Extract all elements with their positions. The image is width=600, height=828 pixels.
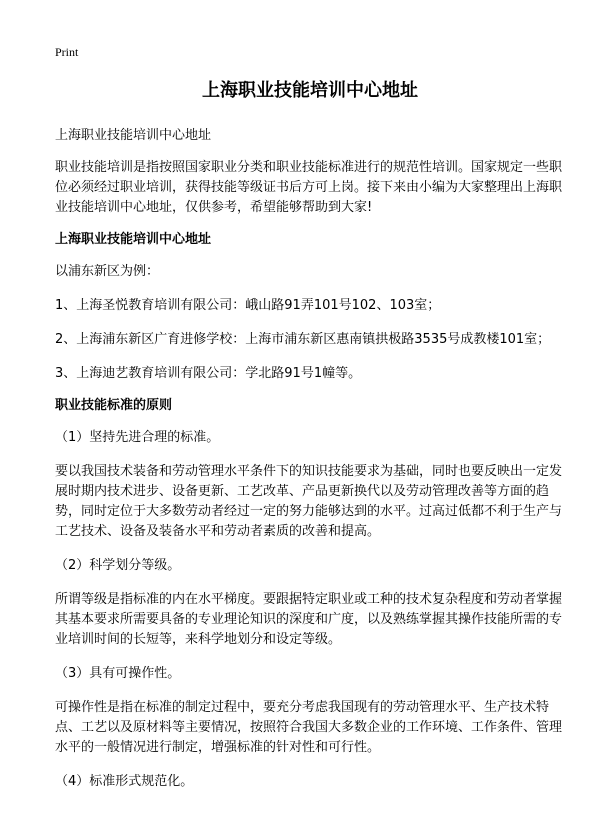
principle-label: （3）具有可操作性。 [55, 666, 181, 681]
principle-label: （1）坚持先进合理的标准。 [55, 430, 220, 445]
section-heading-address: 上海职业技能培训中心地址 [55, 232, 212, 247]
intro-paragraph: 职业技能培训是指按照国家职业分类和职业技能标准进行的规范性培训。国家规定一些职位必须经过职业培训，获得技能等级证书后方可上岗。接下来由小编为大家整理出上海职业技能培训中心地址，仅供参考，希望能够帮助到大家! [55, 160, 563, 215]
section-lead: 以浦东新区为例： [55, 264, 160, 279]
address-item: 3、上海迪艺教育培训有限公司：学北路91号1幢等。 [55, 366, 362, 381]
principle-text: 可操作性是指在标准的制定过程中，要充分考虑我国现有的劳动管理水平、生产技术特点、工艺以及原材料等主要情况，按照符合我国大多数企业的工作环境、工作条件、管理水平的一般情况进行制定，增强标准的针对性和可行性。 [55, 700, 563, 755]
subtitle: 上海职业技能培训中心地址 [55, 128, 212, 143]
section-heading-principles: 职业技能标准的原则 [55, 398, 173, 413]
page-title: 上海职业技能培训中心地址 [202, 80, 418, 101]
address-item: 2、上海浦东新区广育进修学校：上海市浦东新区惠南镇拱极路3535号成教楼101室； [55, 332, 551, 347]
address-item: 1、上海圣悦教育培训有限公司：峨山路91弄101号102、103室； [55, 298, 441, 313]
principle-label: （2）科学划分等级。 [55, 558, 181, 573]
principle-label: （4）标准形式规范化。 [55, 774, 194, 789]
principle-text: 要以我国技术装备和劳动管理水平条件下的知识技能要求为基础，同时也要反映出一定发展时期内技术进步、设备更新、工艺改革、产品更新换代以及劳动管理改善等方面的趋势，同时定位于大多数劳动者经过一定的努力能够达到的水平。过高过低都不利于生产与工艺技术、设备及装备水平和劳动者素质的改善和提高。 [55, 464, 563, 539]
print-link[interactable]: Print [55, 45, 79, 59]
principle-text: 所谓等级是指标准的内在水平梯度。要跟据特定职业或工种的技术复杂程度和劳动者掌握其基本要求所需要具备的专业理论知识的深度和广度，以及熟练掌握其操作技能所需的专业培训时间的长短等，来科学地划分和设定等级。 [55, 592, 563, 647]
document-body [55, 78, 565, 792]
